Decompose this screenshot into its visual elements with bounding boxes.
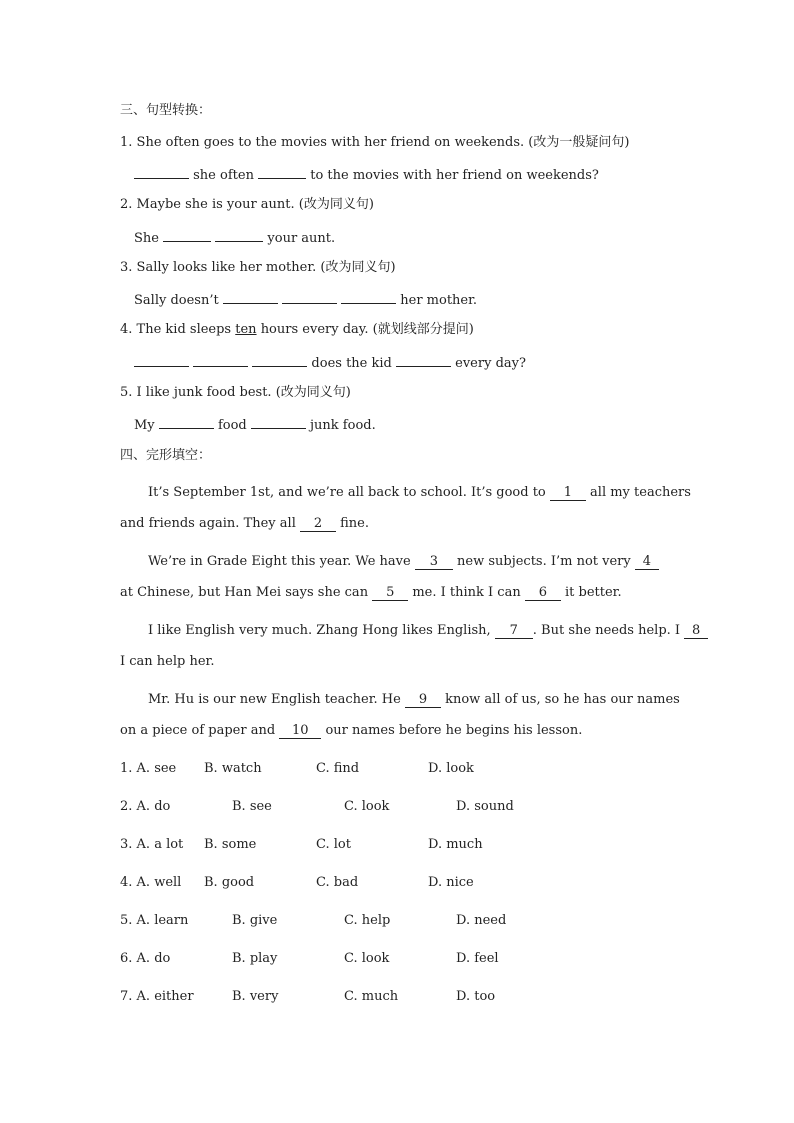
passage-text: . But she needs help. I	[532, 623, 681, 638]
passage-text: at Chinese, but Han Mei says she can	[120, 585, 369, 600]
passage-text: new subjects. I’m not very	[457, 554, 631, 569]
option-a[interactable]: 5. A. learn	[120, 913, 189, 928]
option-b[interactable]: B. give	[232, 913, 278, 928]
q5-answer-text-1: My	[134, 418, 155, 433]
option-b[interactable]: B. some	[204, 837, 257, 852]
option-a[interactable]: 3. A. a lot	[120, 837, 184, 852]
answer-blank[interactable]	[215, 228, 263, 242]
q4-underlined-word: ten	[235, 322, 257, 337]
passage-text: fine.	[340, 516, 370, 531]
option-c[interactable]: C. much	[344, 989, 399, 1004]
q4-answer	[134, 353, 526, 373]
option-c[interactable]: C. help	[344, 913, 391, 928]
q4-answer-text-1: does the kid	[311, 356, 392, 371]
cloze-blank[interactable]: 1	[550, 485, 586, 501]
cloze-blank[interactable]: 4	[635, 554, 659, 570]
cloze-blank[interactable]: 7	[495, 623, 533, 639]
q5-answer-text-2: food	[217, 418, 247, 433]
q2-answer-text-2: your aunt.	[267, 231, 336, 246]
option-b[interactable]: B. very	[232, 989, 279, 1004]
option-a[interactable]: 7. A. either	[120, 989, 194, 1004]
section4-heading: 四、完形填空：	[120, 448, 212, 463]
passage-text: I like English very much. Zhang Hong likes English,	[148, 623, 491, 638]
option-a[interactable]: 2. A. do	[120, 799, 171, 814]
passage-text: all my teachers	[590, 485, 691, 500]
q5-answer-text-3: junk food.	[310, 418, 376, 433]
option-d[interactable]: D. nice	[428, 875, 474, 890]
cloze-blank[interactable]: 8	[684, 623, 708, 639]
answer-blank[interactable]	[134, 353, 189, 367]
option-d[interactable]: D. feel	[456, 951, 499, 966]
passage-text: our names before he begins his lesson.	[325, 723, 583, 738]
passage-line	[120, 584, 622, 602]
option-d[interactable]: D. look	[428, 761, 474, 776]
answer-blank[interactable]	[134, 165, 189, 179]
answer-blank[interactable]	[252, 353, 307, 367]
option-d[interactable]: D. sound	[456, 799, 514, 814]
passage-text: me. I think I can	[412, 585, 521, 600]
option-b[interactable]: B. good	[204, 875, 255, 890]
passage-text: on a piece of paper and	[120, 723, 276, 738]
passage-text: it better.	[565, 585, 622, 600]
passage-line: I can help her.	[120, 654, 215, 669]
passage-line	[120, 515, 369, 533]
q4-answer-text-2: every day?	[455, 356, 526, 371]
option-c[interactable]: C. find	[316, 761, 360, 776]
passage-line	[148, 484, 691, 502]
answer-blank[interactable]	[223, 290, 278, 304]
answer-blank[interactable]	[258, 165, 306, 179]
cloze-blank[interactable]: 5	[372, 585, 408, 601]
q3-answer-text-2: her mother.	[400, 293, 478, 308]
option-c[interactable]: C. look	[344, 951, 390, 966]
cloze-blank[interactable]: 2	[300, 516, 336, 532]
q2-answer	[134, 228, 335, 248]
cloze-blank[interactable]: 3	[415, 554, 453, 570]
cloze-blank[interactable]: 10	[279, 723, 321, 739]
option-b[interactable]: B. play	[232, 951, 278, 966]
q3-answer-text-1: Sally doesn’t	[134, 293, 219, 308]
option-d[interactable]: D. much	[428, 837, 483, 852]
option-c[interactable]: C. look	[344, 799, 390, 814]
q1-text: 1. She often goes to the movies with her friend on weekends. (改为一般疑问句)	[120, 135, 630, 150]
q3-text: 3. Sally looks like her mother. (改为同义句)	[120, 260, 396, 275]
q4-text-post: hours every day. (就划线部分提问)	[260, 322, 474, 337]
option-c[interactable]: C. lot	[316, 837, 351, 852]
q4-text	[120, 321, 474, 339]
option-b[interactable]: B. watch	[204, 761, 262, 776]
passage-line	[148, 553, 659, 571]
q1-answer	[134, 165, 599, 185]
passage-text: Mr. Hu is our new English teacher. He	[148, 692, 401, 707]
option-b[interactable]: B. see	[232, 799, 272, 814]
answer-blank[interactable]	[193, 353, 248, 367]
passage-text: It’s September 1st, and we’re all back to school. It’s good to	[148, 485, 546, 500]
option-d[interactable]: D. too	[456, 989, 496, 1004]
q2-text: 2. Maybe she is your aunt. (改为同义句)	[120, 197, 374, 212]
passage-text: We’re in Grade Eight this year. We have	[148, 554, 411, 569]
option-d[interactable]: D. need	[456, 913, 507, 928]
q5-text: 5. I like junk food best. (改为同义句)	[120, 385, 351, 400]
option-a[interactable]: 1. A. see	[120, 761, 177, 776]
answer-blank[interactable]	[341, 290, 396, 304]
passage-text: and friends again. They all	[120, 516, 296, 531]
q5-answer	[134, 415, 376, 435]
passage-line	[120, 722, 582, 740]
answer-blank[interactable]	[282, 290, 337, 304]
option-a[interactable]: 6. A. do	[120, 951, 171, 966]
answer-blank[interactable]	[251, 415, 306, 429]
cloze-blank[interactable]: 9	[405, 692, 441, 708]
q2-answer-text-1: She	[134, 231, 159, 246]
option-a[interactable]: 4. A. well	[120, 875, 182, 890]
q3-answer	[134, 290, 477, 310]
passage-line	[148, 691, 680, 709]
passage-line	[148, 622, 708, 640]
answer-blank[interactable]	[159, 415, 214, 429]
option-c[interactable]: C. bad	[316, 875, 359, 890]
answer-blank[interactable]	[163, 228, 211, 242]
q1-answer-text-1: she often	[193, 168, 254, 183]
q1-answer-text-2: to the movies with her friend on weekends?	[310, 168, 599, 183]
q4-text-pre: 4. The kid sleeps	[120, 322, 232, 337]
passage-text: know all of us, so he has our names	[445, 692, 680, 707]
section3-heading: 三、句型转换：	[120, 103, 212, 118]
cloze-blank[interactable]: 6	[525, 585, 561, 601]
answer-blank[interactable]	[396, 353, 451, 367]
